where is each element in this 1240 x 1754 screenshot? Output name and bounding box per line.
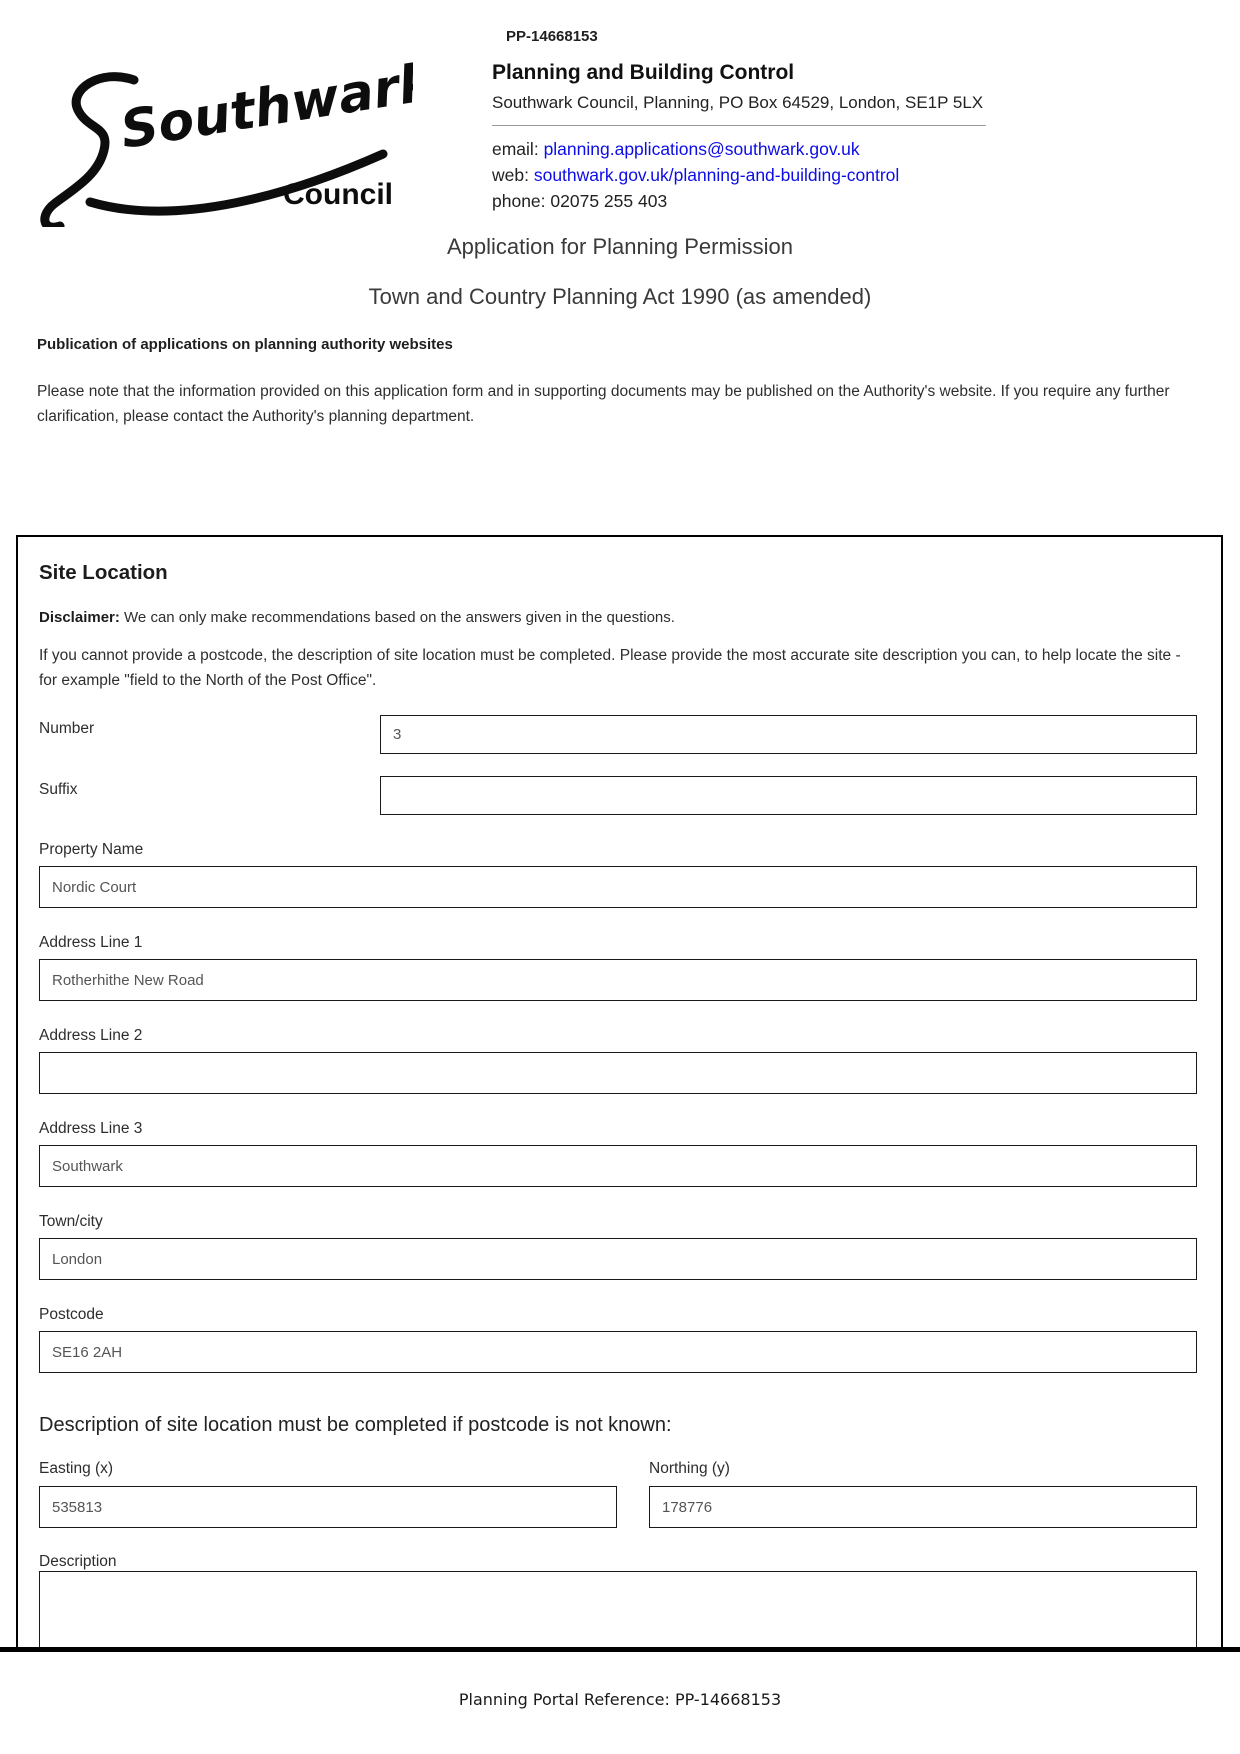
form-title: Application for Planning Permission <box>446 234 794 259</box>
header-divider <box>492 125 986 126</box>
web-link[interactable]: southwark.gov.uk/planning-and-building-control <box>533 165 900 185</box>
application-reference: PP-14668153 <box>506 28 598 45</box>
email-line <box>492 136 1092 162</box>
southwark-council-logo <box>38 42 413 227</box>
site-location-heading: Site Location <box>39 561 168 584</box>
page-break-line <box>0 1647 1240 1652</box>
address-line-2-field <box>39 1027 1197 1094</box>
planning-portal-reference: Planning Portal Reference: PP-14668153 <box>458 1690 782 1709</box>
coordinates-gap <box>617 1460 649 1528</box>
description-field <box>39 1553 1197 1648</box>
postcode-label: Postcode <box>39 1306 104 1323</box>
address-line-1-label: Address Line 1 <box>39 934 143 951</box>
phone-value: 02075 255 403 <box>550 191 668 211</box>
address-line-2-label: Address Line 2 <box>39 1027 143 1044</box>
easting-input[interactable] <box>39 1486 617 1528</box>
site-location-section <box>16 535 1223 1648</box>
northing-input[interactable] <box>649 1486 1197 1528</box>
suffix-label: Suffix <box>39 781 78 798</box>
description-section-heading: Description of site location must be completed if postcode is not known: <box>39 1414 672 1436</box>
northing-label: Northing (y) <box>649 1460 730 1477</box>
property-name-field <box>39 841 1197 908</box>
description-label: Description <box>39 1553 117 1570</box>
publication-notice <box>37 336 1197 429</box>
address-line-1-field <box>39 934 1197 1001</box>
town-city-label: Town/city <box>39 1213 103 1230</box>
northing-field <box>649 1460 1197 1528</box>
header-info-block <box>492 28 1092 214</box>
email-link[interactable]: planning.applications@southwark.gov.uk <box>543 139 860 159</box>
site-location-intro: If you cannot provide a postcode, the description of site location must be completed. Please provide the most accurate site description you can, to help locate the site - for example "field to the North of the Post Office". <box>39 647 1181 689</box>
disclaimer-text: Disclaimer: We can only make recommendations based on the answers given in the questions. <box>39 609 675 626</box>
disclaimer-label: Disclaimer: <box>39 609 120 626</box>
act-subtitle: Town and Country Planning Act 1990 (as amended) <box>368 284 872 309</box>
address-line-3-label: Address Line 3 <box>39 1120 143 1137</box>
publication-notice-heading: Publication of applications on planning authority websites <box>37 336 453 353</box>
address-line-2-input[interactable] <box>39 1052 1197 1094</box>
number-input[interactable] <box>380 715 1197 754</box>
postcode-input[interactable] <box>39 1331 1197 1373</box>
property-name-label: Property Name <box>39 841 144 858</box>
web-label: web: <box>492 165 529 185</box>
logo-word: Southwark <box>116 52 413 161</box>
easting-label: Easting (x) <box>39 1460 114 1477</box>
logo-subword: Council <box>283 178 393 211</box>
suffix-row <box>39 776 1197 815</box>
number-label: Number <box>39 720 95 737</box>
property-name-input[interactable] <box>39 866 1197 908</box>
easting-field <box>39 1460 617 1528</box>
postcode-field <box>39 1306 1197 1373</box>
address-line-3-field <box>39 1120 1197 1187</box>
number-row <box>39 715 1197 754</box>
description-input[interactable] <box>39 1571 1197 1648</box>
council-address: Southwark Council, Planning, PO Box 64529, London, SE1P 5LX <box>492 93 984 112</box>
phone-label: phone: <box>492 191 546 211</box>
web-line <box>492 162 1092 188</box>
town-city-input[interactable] <box>39 1238 1197 1280</box>
address-line-3-input[interactable] <box>39 1145 1197 1187</box>
town-city-field <box>39 1213 1197 1280</box>
email-label: email: <box>492 139 539 159</box>
publication-notice-body: Please note that the information provided on this application form and in supporting documents may be published on the Authority's website. If you require any further clarification, please contact the Authority's planning department. <box>37 383 1170 425</box>
phone-line <box>492 188 1092 214</box>
southwark-logo-graphic <box>38 42 413 227</box>
department-title: Planning and Building Control <box>492 61 795 84</box>
suffix-input[interactable] <box>380 776 1197 815</box>
coordinates-row <box>39 1460 1197 1528</box>
address-line-1-input[interactable] <box>39 959 1197 1001</box>
